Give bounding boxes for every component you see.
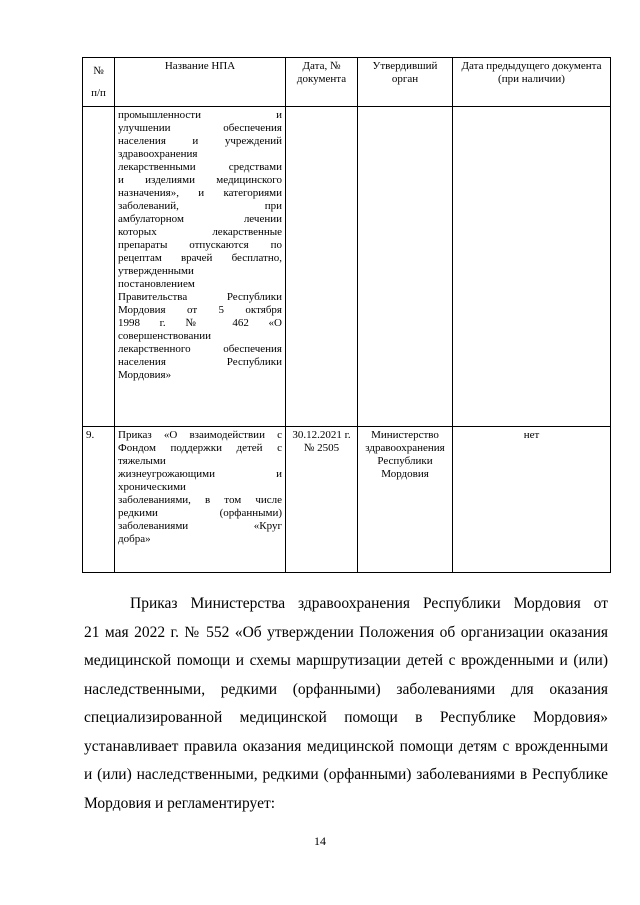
row-date-cell: [286, 107, 358, 427]
row-prev-cell: [453, 107, 611, 427]
npa-table: [82, 57, 611, 573]
body-paragraph: Приказ Министерства здравоохранения Республики Мордовия от 21 мая 2022 г. № 552 «Об утверждении Положения об организации оказания медицинской помощи и схемы маршрутизации детей с врожденными и (или) наследственными, редкими (орфанными) заболеваниями для оказания специализированной медицинской помощи в Республике Мордовия» устанавливает правила оказания медицинской помощи детям с врожденными и (или) наследственными, редкими (орфанными) заболеваниями в Республике Мордовия и регламентирует:: [84, 595, 608, 812]
header-org: Утвердивший орган: [358, 58, 453, 107]
table-row: [83, 107, 611, 427]
header-prev: Дата предыдущего документа (при наличии): [453, 58, 611, 107]
row-name-cell: промышленности и улучшении обеспечения населения и учреждений здравоохранения лекарственными средствами и изделиями медицинского назначения», и категориями заболеваний, при амбулаторном лечении которых лекарственные препараты отпускаются по рецептам врачей бесплатно, утвержденными постановлением Правительства Республики Мордовия от 5 октября 1998 г. № 462 «О совершенствовании лекарственного обеспечения населения Республики Мордовия»: [115, 107, 286, 427]
row-name-cell: Приказ «О взаимодействии с Фондом поддержки детей с тяжелыми жизнеугрожающими и хроническими заболеваниями, в том числе редкими (орфанными) заболеваниями «Круг добра»: [115, 427, 286, 573]
table-header-row: [83, 58, 611, 107]
row-prev-cell: нет: [453, 427, 611, 573]
header-number: № п/п: [83, 58, 115, 107]
row-number-cell: 9.: [83, 427, 115, 573]
row-date-cell: 30.12.2021 г. № 2505: [286, 427, 358, 573]
table-row: [83, 427, 611, 573]
row-number-cell: [83, 107, 115, 427]
page-number: 14: [314, 834, 326, 848]
row-org-cell: [358, 107, 453, 427]
row-org-cell: Министерство здравоохранения Республики Мордовия: [358, 427, 453, 573]
header-date: Дата, № документа: [286, 58, 358, 107]
header-name: Название НПА: [115, 58, 286, 107]
